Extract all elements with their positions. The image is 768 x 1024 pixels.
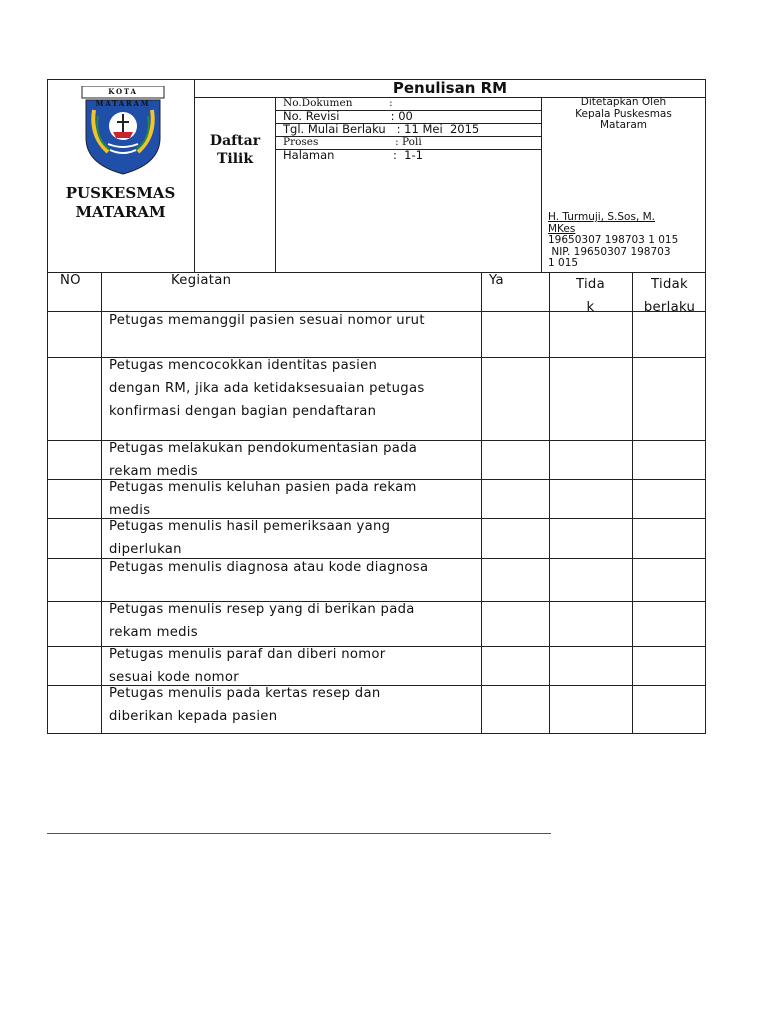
doc-type-line-2: Tilik <box>216 151 254 167</box>
doc-type <box>195 132 275 168</box>
col-header-kegiatan: Kegiatan <box>171 273 232 288</box>
row-1-line-1: Petugas memanggil pasien sesuai nomor urut <box>109 313 425 328</box>
row-3-line-1: Petugas melakukan pendokumentasian pada <box>109 441 418 456</box>
row-2-line-3: konfirmasi dengan bagian pendaftaran <box>109 404 377 419</box>
row-3-line-2: rekam medis <box>109 464 198 479</box>
col-header-tidak <box>549 273 632 319</box>
col-header-tidak-2: k <box>586 300 595 315</box>
col-header-ya: Ya <box>489 273 504 288</box>
row-8-line-2: sesuai kode nomor <box>109 670 239 685</box>
institution-line-2: MATARAM <box>75 203 166 221</box>
row-2-line-2: dengan RM, jika ada ketidaksesuaian petugas <box>109 381 425 396</box>
row-4-line-1: Petugas menulis keluhan pasien pada rekam <box>109 480 417 495</box>
signatory-name-1: H. Turmuji, S.Sos, M. <box>548 211 656 223</box>
field-proses: Proses : Poli <box>283 136 422 148</box>
city-logo <box>80 86 166 176</box>
table-row <box>109 682 479 728</box>
field-no-dokumen: No.Dokumen : <box>283 97 393 109</box>
approval-line-3: Mataram <box>599 119 648 131</box>
signatory <box>548 212 704 270</box>
signatory-name-2: MKes <box>548 222 576 235</box>
doc-type-line-1: Daftar <box>209 133 261 149</box>
signatory-nip-2: NIP. 19650307 198703 <box>548 245 671 258</box>
institution-line-1: PUSKESMAS <box>65 184 176 202</box>
doc-title: Penulisan RM <box>392 79 508 97</box>
row-2-line-1: Petugas mencocokkan identitas pasien <box>109 358 378 373</box>
footer-separator <box>47 833 551 834</box>
table-row <box>109 515 479 561</box>
col-header-no: NO <box>60 273 81 288</box>
row-9-line-1: Petugas menulis pada kertas resep dan <box>109 686 381 701</box>
col-header-tidak-1: Tida <box>576 277 605 292</box>
signatory-nip-3: 1 015 <box>548 257 579 269</box>
table-row <box>109 598 479 644</box>
col-header-tb-1: Tidak <box>651 277 688 292</box>
institution-name <box>47 184 194 222</box>
row-7-line-2: rekam medis <box>109 625 198 640</box>
col-header-tb-2: berlaku <box>643 300 696 315</box>
table-row <box>109 354 479 423</box>
col-header-tidak-berlaku <box>633 273 706 319</box>
field-tgl-mulai: Tgl. Mulai Berlaku : 11 Mei 2015 <box>283 122 480 136</box>
table-row <box>109 309 479 332</box>
row-9-line-2: diberikan kepada pasien <box>109 709 278 724</box>
row-5-line-1: Petugas menulis hasil pemeriksaan yang <box>109 519 391 534</box>
table-row <box>109 556 479 579</box>
approval-block <box>542 97 705 132</box>
approval-line-2: Kepala Puskesmas <box>575 107 672 120</box>
row-6-line-1: Petugas menulis diagnosa atau kode diagnosa <box>109 560 429 575</box>
signatory-nip-1: 19650307 198703 1 015 <box>548 234 679 246</box>
row-5-line-2: diperlukan <box>109 542 182 557</box>
row-8-line-1: Petugas menulis paraf dan diberi nomor <box>109 647 386 662</box>
row-4-line-2: medis <box>109 503 151 518</box>
logo-banner-text: KOTA MATARAM <box>95 87 151 108</box>
row-7-line-1: Petugas menulis resep yang di berikan pada <box>109 602 415 617</box>
field-no-revisi: No. Revisi : 00 <box>283 109 413 123</box>
approval-line-1: Ditetapkan Oleh <box>580 96 667 108</box>
field-halaman: Halaman : 1-1 <box>283 148 423 162</box>
